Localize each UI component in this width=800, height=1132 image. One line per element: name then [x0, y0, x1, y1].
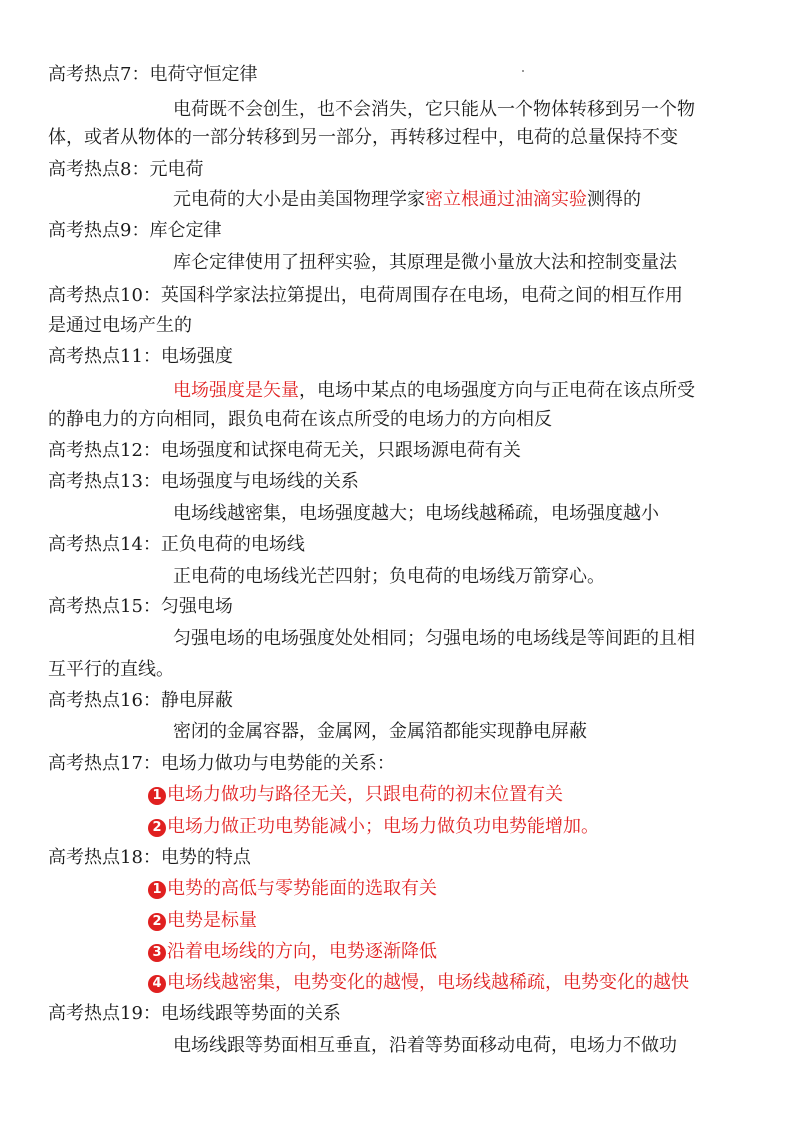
section-18-item-1 — [148, 874, 437, 904]
section-15-body-line-2: 互平行的直线。 — [48, 659, 174, 680]
scan-speck — [522, 70, 524, 72]
section-17-item-2-text: 电场力做正功电势能减小；电场力做负功电势能增加。 — [167, 816, 599, 837]
section-8-body-suffix: 测得的 — [587, 189, 641, 210]
section-12-title: 高考热点12：电场强度和试探电荷无关，只跟场源电荷有关 — [48, 440, 521, 461]
section-14-title: 高考热点14：正负电荷的电场线 — [48, 534, 305, 555]
section-17-title: 高考热点17：电场力做功与电势能的关系： — [48, 753, 395, 774]
section-9-title: 高考热点9：库仑定律 — [48, 220, 222, 241]
section-11-body — [173, 376, 695, 406]
section-18-item-1-text: 电势的高低与零势能面的选取有关 — [167, 878, 437, 899]
section-10-title-cont: 是通过电场产生的 — [48, 315, 192, 336]
number-badge-icon: 1 — [148, 787, 166, 805]
number-badge-icon: 2 — [148, 913, 166, 931]
section-8-highlight: 密立根通过油滴实验 — [425, 189, 587, 210]
section-11-title: 高考热点11：电场强度 — [48, 346, 233, 367]
section-18-title: 高考热点18：电势的特点 — [48, 847, 251, 868]
section-18-item-2 — [148, 906, 257, 936]
section-18-item-3 — [148, 937, 437, 967]
section-19-body: 电场线跟等势面相互垂直，沿着等势面移动电荷，电场力不做功 — [173, 1035, 677, 1056]
section-19-title: 高考热点19：电场线跟等势面的关系 — [48, 1003, 341, 1024]
section-11-body-suffix: ，电场中某点的电场强度方向与正电荷在该点所受 — [299, 380, 695, 401]
number-badge-icon: 3 — [148, 944, 166, 962]
section-13-title: 高考热点13：电场强度与电场线的关系 — [48, 471, 359, 492]
section-18-item-2-text: 电势是标量 — [167, 910, 257, 931]
section-9-body: 库仑定律使用了扭秤实验，其原理是微小量放大法和控制变量法 — [173, 252, 677, 273]
section-7-body-line-1: 电荷既不会创生，也不会消失，它只能从一个物体转移到另一个物 — [173, 99, 695, 120]
section-8-body-prefix: 元电荷的大小是由美国物理学家 — [173, 189, 425, 210]
section-11-highlight: 电场强度是矢量 — [173, 380, 299, 401]
section-18-item-4 — [148, 968, 689, 998]
section-13-body: 电场线越密集，电场强度越大；电场线越稀疏，电场强度越小 — [173, 503, 659, 524]
number-badge-icon: 1 — [148, 881, 166, 899]
section-8-body — [173, 185, 641, 215]
number-badge-icon: 4 — [148, 975, 166, 993]
section-18-item-3-text: 沿着电场线的方向，电势逐渐降低 — [167, 941, 437, 962]
section-10-title: 高考热点10：英国科学家法拉第提出，电荷周围存在电场，电荷之间的相互作用 — [48, 285, 683, 306]
section-16-body: 密闭的金属容器，金属网，金属箔都能实现静电屏蔽 — [173, 721, 587, 742]
section-17-item-2 — [148, 812, 599, 842]
section-17-item-1 — [148, 780, 563, 810]
number-badge-icon: 2 — [148, 819, 166, 837]
section-17-item-1-text: 电场力做功与路径无关，只跟电荷的初末位置有关 — [167, 784, 563, 805]
section-7-title: 高考热点7：电荷守恒定律 — [48, 64, 258, 85]
section-15-title: 高考热点15：匀强电场 — [48, 596, 233, 617]
section-18-item-4-text: 电场线越密集，电势变化的越慢，电场线越稀疏，电势变化的越快 — [167, 972, 689, 993]
section-14-body: 正电荷的电场线光芒四射；负电荷的电场线万箭穿心。 — [173, 566, 605, 587]
section-8-title: 高考热点8：元电荷 — [48, 159, 204, 180]
section-16-title: 高考热点16：静电屏蔽 — [48, 690, 233, 711]
section-11-body-cont: 的静电力的方向相同，跟负电荷在该点所受的电场力的方向相反 — [48, 409, 552, 430]
section-7-body-line-2: 体，或者从物体的一部分转移到另一部分，再转移过程中，电荷的总量保持不变 — [48, 127, 678, 148]
section-15-body-line-1: 匀强电场的电场强度处处相同；匀强电场的电场线是等间距的且相 — [173, 628, 695, 649]
